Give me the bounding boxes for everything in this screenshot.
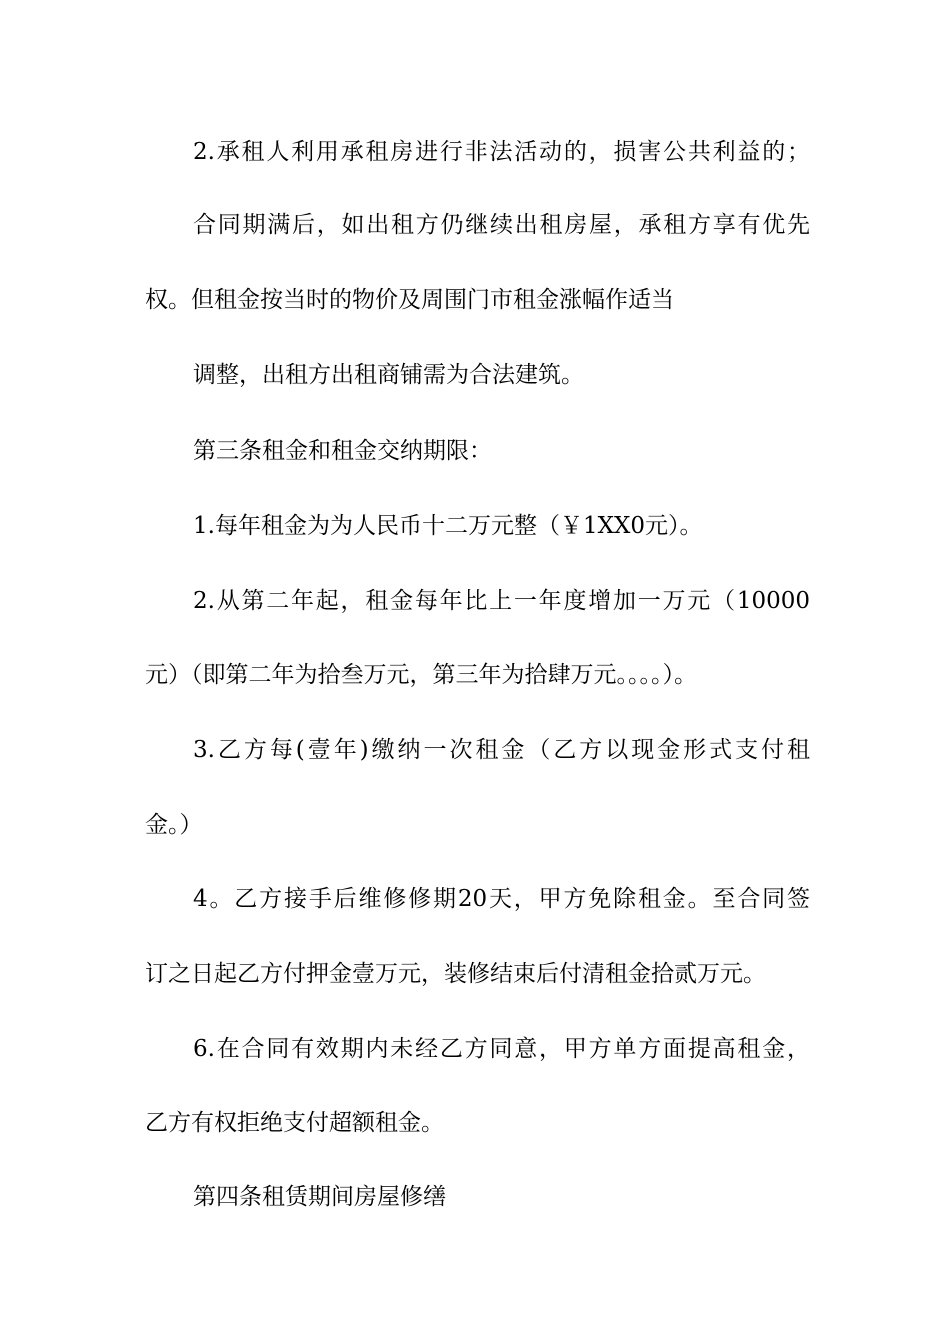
paragraph-line: 6.在合同有效期内未经乙方同意，甲方单方面提高租金， [193,1036,810,1062]
paragraph-line: 乙方有权拒绝支付超额租金。 [145,1110,444,1136]
paragraph-line: 金。） [145,812,203,838]
paragraph-line: 2.从第二年起，租金每年比上一年度增加一万元（10000 [193,588,810,614]
paragraph-line: 元）（即第二年为拾叁万元，第三年为拾肆万元。。。。）。 [145,662,697,688]
section-heading: 第四条租赁期间房屋修缮 [193,1184,446,1210]
paragraph-line: 权。但租金按当时的物价及周围门市租金涨幅作适当 [145,287,674,313]
paragraph-line: 调整，出租方出租商铺需为合法建筑。 [193,362,584,388]
paragraph-line: 1.每年租金为为人民币十二万元整（￥1XX0元）。 [193,513,703,539]
paragraph-line: 4。乙方接手后维修修期20天，甲方免除租金。至合同签 [193,886,810,912]
section-heading: 第三条租金和租金交纳期限： [193,438,492,464]
paragraph-line: 3.乙方每(壹年)缴纳一次租金（乙方以现金形式支付租 [193,737,810,763]
paragraph-line: 订之日起乙方付押金壹万元，装修结束后付清租金拾贰万元。 [145,961,766,987]
paragraph-line: 2.承租人利用承租房进行非法活动的，损害公共利益的； [193,139,810,165]
paragraph-line: 合同期满后，如出租方仍继续出租房屋，承租方享有优先 [193,212,810,238]
